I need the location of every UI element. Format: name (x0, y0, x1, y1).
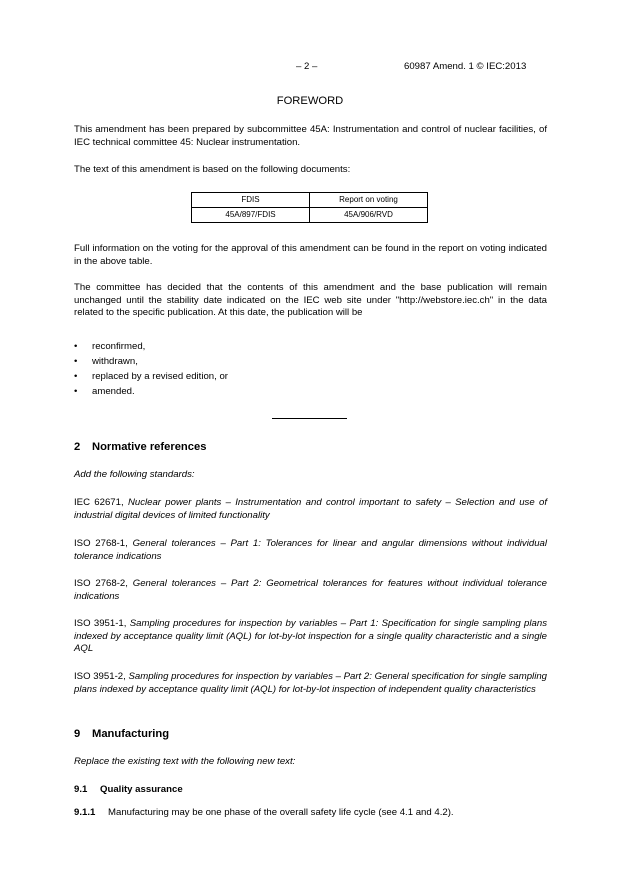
reference-entry: ISO 3951-1, Sampling procedures for inspection by variables – Part 1: Specification for single sampling plans indexed by acceptance quality limit (AQL) for lot-by-lot inspection for a single quality characteristic and a single AQL (74, 618, 547, 654)
list-item: • amended. (74, 386, 135, 397)
foreword-paragraph-2: The text of this amendment is based on the following documents: (74, 164, 351, 175)
reference-entry: ISO 3951-2, Sampling procedures for inspection by variables – Part 2: General specification for single sampling plans indexed by acceptance quality limit (AQL) for lot-by-lot inspection of independent quality characteristics (74, 671, 547, 695)
clause-9-1-1-number: 9.1.1 (74, 807, 96, 818)
reference-entry: IEC 62671, Nuclear power plants – Instrumentation and control important to safety – Selection and use of industrial digital devices of limited functionality (74, 497, 547, 521)
table-header-report-on-voting: Report on voting (310, 193, 428, 208)
table-header-fdis: FDIS (192, 193, 310, 208)
page-number: – 2 – (296, 61, 318, 72)
foreword-paragraph-4: The committee has decided that the contents of this amendment and the base publication will remain unchanged until the stability date indicated on the IEC web site under "http://webstore.iec.ch" in the data related to the specific publication. At this date, the publication will be (74, 282, 547, 318)
table-cell-fdis: 45A/897/FDIS (192, 208, 310, 223)
reference-entry: ISO 2768-1, General tolerances – Part 1: Tolerances for linear and angular dimensions without individual tolerance indications (74, 538, 547, 562)
clause-9-1-1-text: Manufacturing may be one phase of the overall safety life cycle (see 4.1 and 4.2). (108, 807, 454, 818)
bullet-icon: • (74, 356, 78, 367)
section-2-number: 2 (74, 441, 81, 453)
table-cell-rvd: 45A/906/RVD (310, 208, 428, 223)
document-reference: 60987 Amend. 1 © IEC:2013 (404, 61, 527, 72)
section-2-title: Normative references (92, 441, 207, 453)
list-item: • replaced by a revised edition, or (74, 371, 228, 382)
publication-status-list (74, 341, 547, 401)
foreword-paragraph-1: This amendment has been prepared by subcommittee 45A: Instrumentation and control of nuclear facilities, of IEC technical committee 45: Nuclear instrumentation. (74, 124, 547, 148)
foreword-title: FOREWORD (276, 95, 344, 107)
separator-rule (272, 418, 347, 419)
reference-entry: ISO 2768-2, General tolerances – Part 2: Geometrical tolerances for features without individual tolerance indications (74, 578, 547, 602)
section-9-number: 9 (74, 728, 81, 740)
section-9-instruction: Replace the existing text with the following new text: (74, 756, 296, 767)
foreword-paragraph-3: Full information on the voting for the approval of this amendment can be found in the report on voting indicated in the above table. (74, 243, 547, 267)
section-2-heading (74, 441, 206, 454)
section-9-heading (74, 728, 169, 741)
subsection-9-1-title: Quality assurance (100, 784, 183, 795)
subsection-9-1-number: 9.1 (74, 784, 88, 795)
subsection-9-1-heading (74, 784, 183, 797)
table-row (192, 208, 428, 223)
voting-documents-table (191, 192, 428, 223)
list-item: • reconfirmed, (74, 341, 146, 352)
list-item: • withdrawn, (74, 356, 138, 367)
table-header-row (192, 193, 428, 208)
bullet-icon: • (74, 371, 78, 382)
section-2-instruction: Add the following standards: (74, 469, 195, 480)
bullet-icon: • (74, 386, 78, 397)
bullet-icon: • (74, 341, 78, 352)
clause-9-1-1 (74, 807, 547, 820)
section-9-title: Manufacturing (92, 728, 170, 740)
